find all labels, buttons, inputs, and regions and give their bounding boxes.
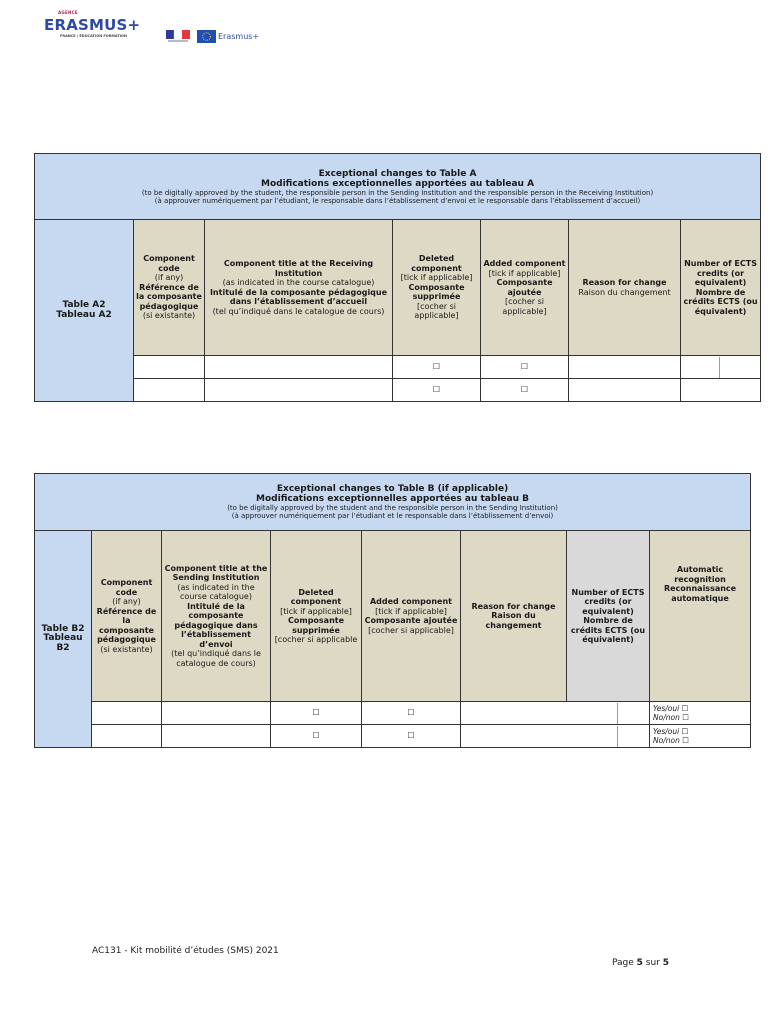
table-a-col-ects: Number of ECTS credits (or equivalent) Nombre de crédits ECTS (ou équivalent) (681, 220, 761, 356)
footer-page-number: Page 5 sur 5 (612, 958, 670, 968)
table-b-col-deleted: Deleted component [tick if applicable] Composante supprimée [cocher si applicable (271, 531, 362, 702)
table-b2 (34, 473, 751, 748)
table-a-note-fr: (à approuver numériquement par l’étudiant, le responsable dans l’établissement d’envoi et le responsable dans l’établissement d’accueil) (154, 196, 641, 205)
table-a-cell-ects[interactable] (681, 356, 761, 379)
table-b-cell-title[interactable] (162, 702, 271, 725)
table-b-col-auto-recognition: Automatic recognition Reconnaissance automatique (650, 531, 751, 702)
table-a-title-fr: Modifications exceptionnelles apportées au tableau A (261, 178, 535, 189)
recognition-yes-checkbox[interactable]: Yes/oui ☐ (653, 703, 689, 713)
agence-label: AGENCE (58, 10, 78, 15)
footer-document-reference: AC131 - Kit mobilité d’études (SMS) 2021 (92, 946, 279, 956)
table-a-col-component-title: Component title at the Receiving Institution (as indicated in the course catalogue) Intitulé de la composante pédagogique dans l’établissement d’accueil (tel qu’indiqué dans le catalogue de cours) (205, 220, 393, 356)
table-b-col-reason: Reason for change Raison du changement (461, 531, 567, 702)
table-a-col-added: Added component [tick if applicable] Composante ajoutée [cocher si applicable] (481, 220, 569, 356)
table-b-note-fr: (à approuver numériquement par l’étudiant et le responsable dans l’établissement d’envoi) (231, 512, 554, 520)
table-b-title: Exceptional changes to Table B (if applicable) (276, 484, 509, 494)
table-a-col-component-code: Component code (if any) Référence de la composante pédagogique (si existante) (134, 220, 205, 356)
erasmus-logo-subtitle: FRANCE / ÉDUCATION FORMATION (60, 34, 127, 38)
table-a-col-deleted: Deleted component [tick if applicable] Composante supprimée [cocher si applicable] (393, 220, 481, 356)
table-b-cell-code[interactable] (92, 702, 162, 725)
header-logos (44, 10, 284, 46)
eu-erasmus-logo (197, 30, 260, 44)
table-b-recognition-choice[interactable] (650, 725, 751, 748)
table-b-note-en: (to be digitally approved by the student and the responsible person in the Sending Institution) (227, 504, 558, 512)
recognition-yes-checkbox[interactable]: Yes/oui ☐ (653, 726, 689, 736)
table-b-col-component-title: Component title at the Sending Institution (as indicated in the course catalogue) Intitulé de la composante pédagogique dans l’établissement d’envoi (tel qu’indiqué dans le catalogue de cours) (162, 531, 271, 702)
table-a-cell-reason[interactable] (569, 356, 681, 379)
table-b-col-added: Added component [tick if applicable] Composante ajoutée [cocher si applicable] (362, 531, 461, 702)
table-b-title-cell (35, 474, 751, 531)
erasmus-agency-logo (44, 10, 156, 44)
table-b-added-checkbox[interactable]: ☐ (362, 725, 461, 748)
table-b-side-label: Table B2 Tableau B2 (35, 531, 92, 748)
table-a-cell-title[interactable] (205, 356, 393, 379)
table-b-title-fr: Modifications exceptionnelles apportées au tableau B (256, 494, 529, 504)
table-b-cell-reason-ects[interactable] (461, 702, 650, 725)
table-a-cell-code[interactable] (134, 356, 205, 379)
table-b-recognition-choice[interactable] (650, 702, 751, 725)
table-a-title-cell (35, 154, 761, 220)
table-b-cell-code[interactable] (92, 725, 162, 748)
table-a-col-reason: Reason for change Raison du changement (569, 220, 681, 356)
table-b-cell-reason-ects[interactable] (461, 725, 650, 748)
table-a-added-checkbox[interactable]: ☐ (481, 356, 569, 379)
table-b-deleted-checkbox[interactable]: ☐ (271, 702, 362, 725)
recognition-no-checkbox[interactable]: No/non ☐ (653, 713, 689, 722)
table-a-cell-title[interactable] (205, 379, 393, 402)
table-a-cell-code[interactable] (134, 379, 205, 402)
table-b-added-checkbox[interactable]: ☐ (362, 702, 461, 725)
table-a-deleted-checkbox[interactable]: ☐ (393, 379, 481, 402)
table-a-side-label (35, 220, 134, 402)
table-a-cell-reason[interactable] (569, 379, 681, 402)
table-a-side-label-en: Table A2 (62, 300, 106, 310)
table-a-note-en: (to be digitally approved by the student, the responsible person in the Sending Institution and the responsible person in the Receiving Institution) (141, 188, 654, 197)
table-a-cell-ects[interactable] (681, 379, 761, 402)
eu-erasmus-label: Erasmus+ (218, 32, 260, 41)
table-a-deleted-checkbox[interactable]: ☐ (393, 356, 481, 379)
table-b-col-ects: Number of ECTS credits (or equivalent) Nombre de crédits ECTS (ou équivalent) (567, 531, 650, 702)
table-b-deleted-checkbox[interactable]: ☐ (271, 725, 362, 748)
table-b-col-component-code: Component code (if any) Référence de la composante pédagogique (si existante) (92, 531, 162, 702)
french-republic-logo-icon (166, 30, 190, 43)
table-a-side-label-fr: Tableau A2 (56, 309, 112, 320)
recognition-no-checkbox[interactable]: No/non ☐ (653, 736, 689, 745)
table-b-cell-title[interactable] (162, 725, 271, 748)
erasmus-logo-text: ERASMUS+ (44, 16, 141, 34)
table-a-title: Exceptional changes to Table A (318, 168, 477, 179)
eu-flag-icon (197, 30, 216, 43)
table-a2 (34, 153, 761, 402)
table-a-added-checkbox[interactable]: ☐ (481, 379, 569, 402)
